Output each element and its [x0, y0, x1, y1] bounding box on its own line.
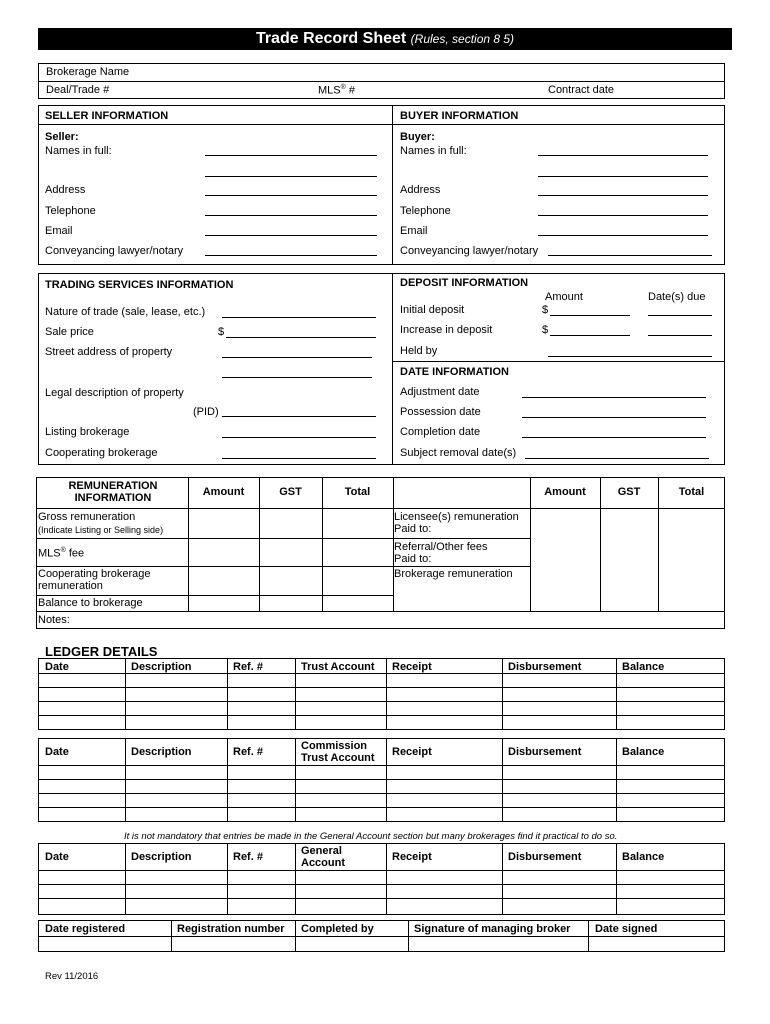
seller-telephone-line[interactable]: [205, 215, 377, 216]
ledger3-date-header: Date: [45, 851, 69, 863]
held-by-line[interactable]: [548, 356, 712, 357]
pid-line[interactable]: [222, 416, 376, 417]
initial-deposit-label: Initial deposit: [400, 304, 465, 316]
ledger3-receipt-header: Receipt: [392, 851, 432, 863]
ledger3-balance-header: Balance: [622, 851, 665, 863]
ledger3-general-header: General Account: [301, 845, 345, 869]
cooperating-brokerage-label: Cooperating brokerage: [45, 447, 158, 459]
listing-brokerage-line[interactable]: [222, 437, 376, 438]
street-address-label: Street address of property: [45, 346, 173, 358]
deal-trade-label: Deal/Trade #: [46, 84, 110, 96]
licensee-remuneration-label: Licensee(s) remuneration Paid to:: [394, 511, 519, 535]
ledger3-disbursement-header: Disbursement: [508, 851, 582, 863]
seller-names-line-2[interactable]: [205, 176, 377, 177]
initial-deposit-dollar: $: [542, 304, 549, 316]
buyer-telephone-label: Telephone: [400, 205, 451, 217]
completion-date-label: Completion date: [400, 426, 481, 438]
held-by-label: Held by: [400, 345, 438, 357]
ledger1-ref-header: Ref. #: [233, 661, 263, 673]
possession-date-line[interactable]: [522, 417, 706, 418]
ledger2-date-header: Date: [45, 746, 69, 758]
seller-lawyer-label: Conveyancing lawyer/notary: [45, 245, 184, 257]
rem-amount-header-right: Amount: [544, 486, 586, 498]
increase-deposit-date-line[interactable]: [648, 335, 712, 336]
title-main: Trade Record Sheet: [255, 30, 407, 47]
legal-description-label: Legal description of property: [45, 387, 184, 399]
mls-fee-label: MLS® fee: [38, 547, 85, 560]
seller-email-label: Email: [45, 225, 73, 237]
pid-label: (PID): [193, 406, 219, 418]
rem-total-header-right: Total: [678, 486, 705, 498]
ledger3-description-header: Description: [131, 851, 192, 863]
buyer-address-label: Address: [400, 184, 441, 196]
street-address-line-1[interactable]: [222, 357, 372, 358]
buyer-lawyer-label: Conveyancing lawyer/notary: [400, 245, 539, 257]
ledger2-ref-header: Ref. #: [233, 746, 263, 758]
seller-lawyer-line[interactable]: [205, 255, 377, 256]
buyer-telephone-line[interactable]: [538, 215, 708, 216]
initial-deposit-date-line[interactable]: [648, 315, 712, 316]
buyer-address-line[interactable]: [538, 195, 708, 196]
buyer-lawyer-line[interactable]: [548, 255, 712, 256]
subject-removal-label: Subject removal date(s): [400, 447, 517, 459]
ledger2-disbursement-header: Disbursement: [508, 746, 582, 758]
seller-email-line[interactable]: [205, 235, 377, 236]
registration-number-header: Registration number: [177, 923, 285, 935]
adjustment-date-label: Adjustment date: [400, 386, 480, 398]
buyer-label: Buyer:: [400, 131, 435, 143]
contract-date-label: Contract date: [548, 84, 615, 96]
rem-total-header-left: Total: [344, 486, 371, 498]
completed-by-header: Completed by: [301, 923, 374, 935]
gross-remuneration-label: Gross remuneration: [38, 511, 136, 523]
nature-of-trade-label: Nature of trade (sale, lease, etc.): [45, 306, 206, 318]
coop-remuneration-label: Cooperating brokerage remuneration: [38, 568, 151, 592]
initial-deposit-amount-line[interactable]: [550, 315, 630, 316]
seller-names-label: Names in full:: [45, 145, 112, 157]
nature-of-trade-line[interactable]: [222, 317, 376, 318]
buyer-names-line-2[interactable]: [538, 176, 708, 177]
mls-label: MLS® #: [318, 84, 355, 97]
ledger1-trust-header: Trust Account: [301, 661, 375, 673]
ledger1-disbursement-header: Disbursement: [508, 661, 582, 673]
ledger1-receipt-header: Receipt: [392, 661, 432, 673]
seller-telephone-label: Telephone: [45, 205, 96, 217]
rem-amount-header-left: Amount: [202, 486, 245, 498]
subject-removal-line[interactable]: [525, 458, 709, 459]
listing-brokerage-label: Listing brokerage: [45, 426, 130, 438]
brokerage-name-label: Brokerage Name: [46, 66, 130, 78]
trading-heading: TRADING SERVICES INFORMATION: [45, 279, 234, 291]
ledger3-ref-header: Ref. #: [233, 851, 263, 863]
cooperating-brokerage-line[interactable]: [222, 458, 376, 459]
referral-fees-label: Referral/Other fees Paid to:: [394, 541, 488, 565]
gross-remuneration-note: (Indicate Listing or Selling side): [38, 525, 164, 535]
title-sub: (Rules, section 8 5): [410, 32, 515, 46]
ledger1-description-header: Description: [131, 661, 192, 673]
completion-date-line[interactable]: [522, 437, 706, 438]
sale-price-dollar: $: [218, 326, 225, 338]
sale-price-line[interactable]: [226, 337, 376, 338]
street-address-line-2[interactable]: [222, 377, 372, 378]
seller-address-label: Address: [45, 184, 86, 196]
seller-names-line-1[interactable]: [205, 155, 377, 156]
seller-heading: SELLER INFORMATION: [45, 110, 169, 122]
date-signed-header: Date signed: [595, 923, 658, 935]
date-info-heading: DATE INFORMATION: [400, 366, 509, 378]
seller-address-line[interactable]: [205, 195, 377, 196]
buyer-names-line-1[interactable]: [538, 155, 708, 156]
general-account-note: It is not mandatory that entries be made in the General Account section but many brokerages find it practical to do so.: [124, 831, 618, 842]
ledger2-commission-header: Commission Trust Account: [301, 740, 375, 764]
ledger-heading: LEDGER DETAILS: [45, 644, 158, 659]
page-title: [38, 28, 732, 50]
ledger1-balance-header: Balance: [622, 661, 665, 673]
buyer-names-label: Names in full:: [400, 145, 467, 157]
rem-gst-header-right: GST: [617, 486, 641, 498]
deposit-heading: DEPOSIT INFORMATION: [400, 277, 529, 289]
ledger2-balance-header: Balance: [622, 746, 665, 758]
deposit-amount-header: Amount: [545, 291, 583, 303]
adjustment-date-line[interactable]: [522, 397, 706, 398]
rem-gst-header-left: GST: [279, 486, 302, 498]
signature-header: Signature of managing broker: [414, 923, 571, 935]
balance-to-brokerage-label: Balance to brokerage: [38, 597, 143, 609]
notes-label: Notes:: [38, 614, 70, 626]
sale-price-label: Sale price: [45, 326, 94, 338]
seller-buyer-box: [38, 105, 725, 265]
deposit-dates-due-header: Date(s) due: [648, 291, 706, 303]
increase-deposit-label: Increase in deposit: [400, 324, 493, 336]
increase-deposit-dollar: $: [542, 324, 549, 336]
buyer-heading: BUYER INFORMATION: [400, 110, 519, 122]
buyer-email-line[interactable]: [538, 235, 708, 236]
date-registered-header: Date registered: [45, 923, 126, 935]
buyer-email-label: Email: [400, 225, 428, 237]
increase-deposit-amount-line[interactable]: [550, 335, 630, 336]
brokerage-remuneration-label: Brokerage remuneration: [394, 568, 513, 580]
revision-label: Rev 11/2016: [45, 971, 99, 982]
remuneration-heading: REMUNERATION INFORMATION: [68, 480, 158, 504]
seller-label: Seller:: [45, 131, 79, 143]
ledger2-receipt-header: Receipt: [392, 746, 432, 758]
ledger1-date-header: Date: [45, 661, 69, 673]
possession-date-label: Possession date: [400, 406, 481, 418]
ledger2-description-header: Description: [131, 746, 192, 758]
